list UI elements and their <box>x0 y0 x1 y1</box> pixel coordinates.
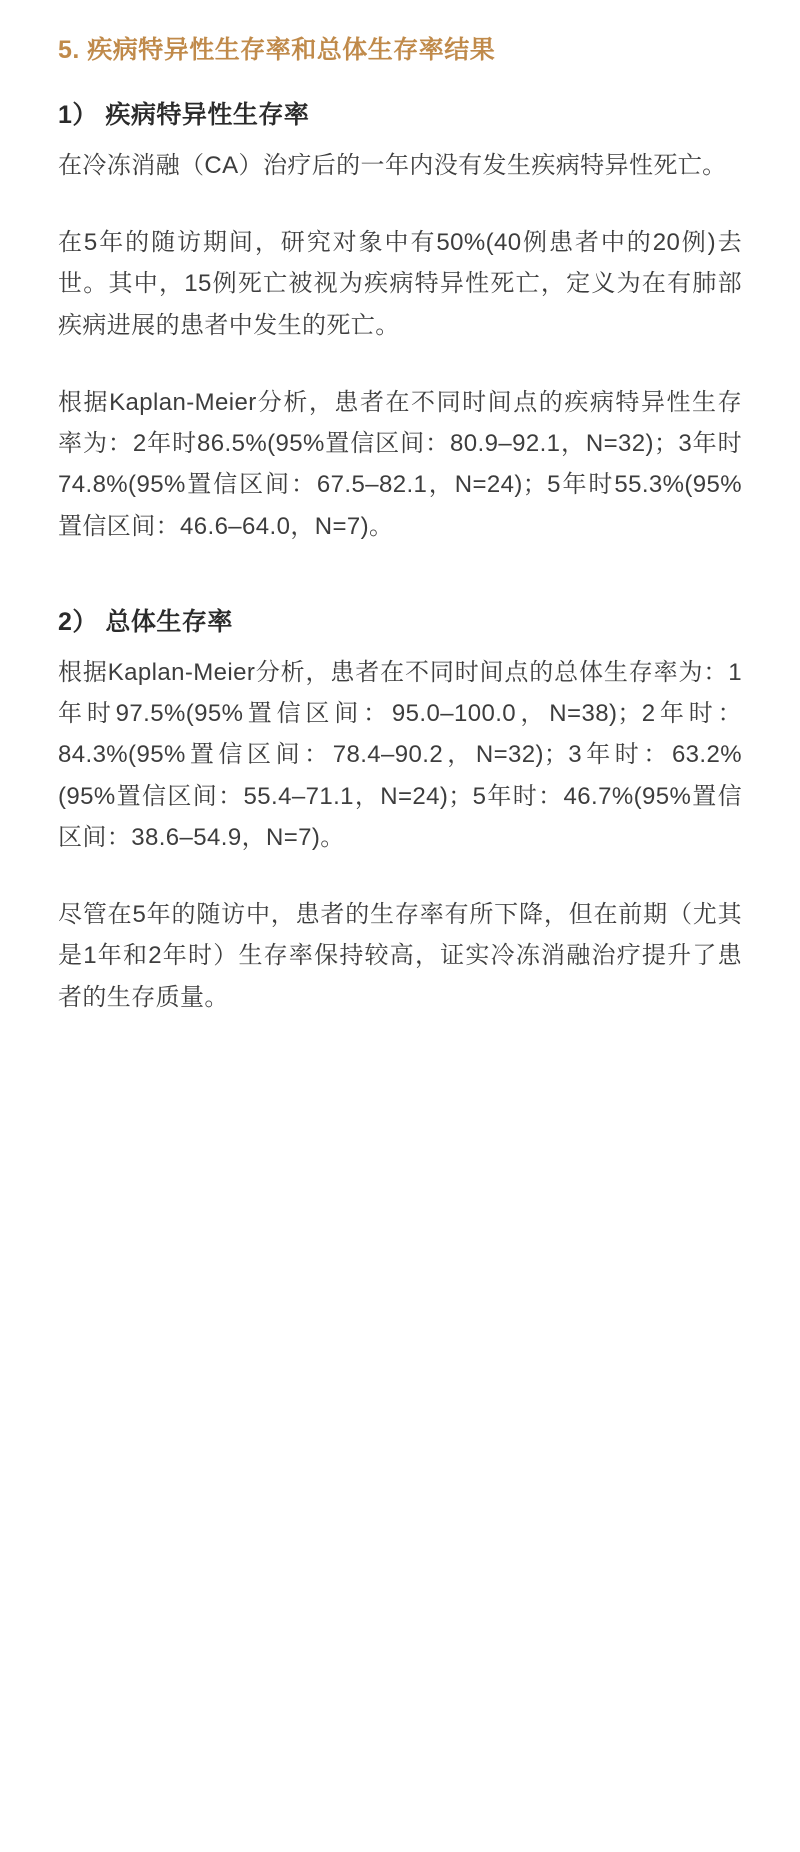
subsection-title-overall-survival: 2） 总体生存率 <box>58 607 233 636</box>
paragraph-no-disease-specific-death: 在冷冻消融（CA）治疗后的一年内没有发生疾病特异性死亡。 <box>58 151 727 179</box>
section-title: 5. 疾病特异性生存率和总体生存率结果 <box>58 36 496 64</box>
paragraph-kaplan-meier-overall: 根据Kaplan-Meier分析，患者在不同时间点的总体生存率为：1年时97.5%(95%置信区间：95.0–100.0，N=38)；2年时：84.3%(95%置信区间：78.4–90.2，N=32)；3年时：63.2%(95%置信区间：55.4–71.1，N=24)；5年时：46.7%(95%置信区间：38.6–54.9，N=7)。 <box>58 658 742 851</box>
paragraph-five-year-mortality: 在5年的随访期间，研究对象中有50%(40例患者中的20例)去世。其中，15例死亡被视为疾病特异性死亡，定义为在有肺部疾病进展的患者中发生的死亡。 <box>58 229 742 339</box>
paragraph-kaplan-meier-disease-specific: 根据Kaplan-Meier分析，患者在不同时间点的疾病特异性生存率为：2年时86.5%(95%置信区间：80.9–92.1，N=32)；3年时74.8%(95%置信区间：67.5–82.1，N=24)；5年时55.3%(95%置信区间：46.6–64.0，N=7)。 <box>58 388 742 540</box>
subsection-title-disease-specific-survival: 1） 疾病特异性生存率 <box>58 100 310 129</box>
paragraph-conclusion: 尽管在5年的随访中，患者的生存率有所下降，但在前期（尤其是1年和2年时）生存率保持较高，证实冷冻消融治疗提升了患者的生存质量。 <box>58 901 742 1011</box>
